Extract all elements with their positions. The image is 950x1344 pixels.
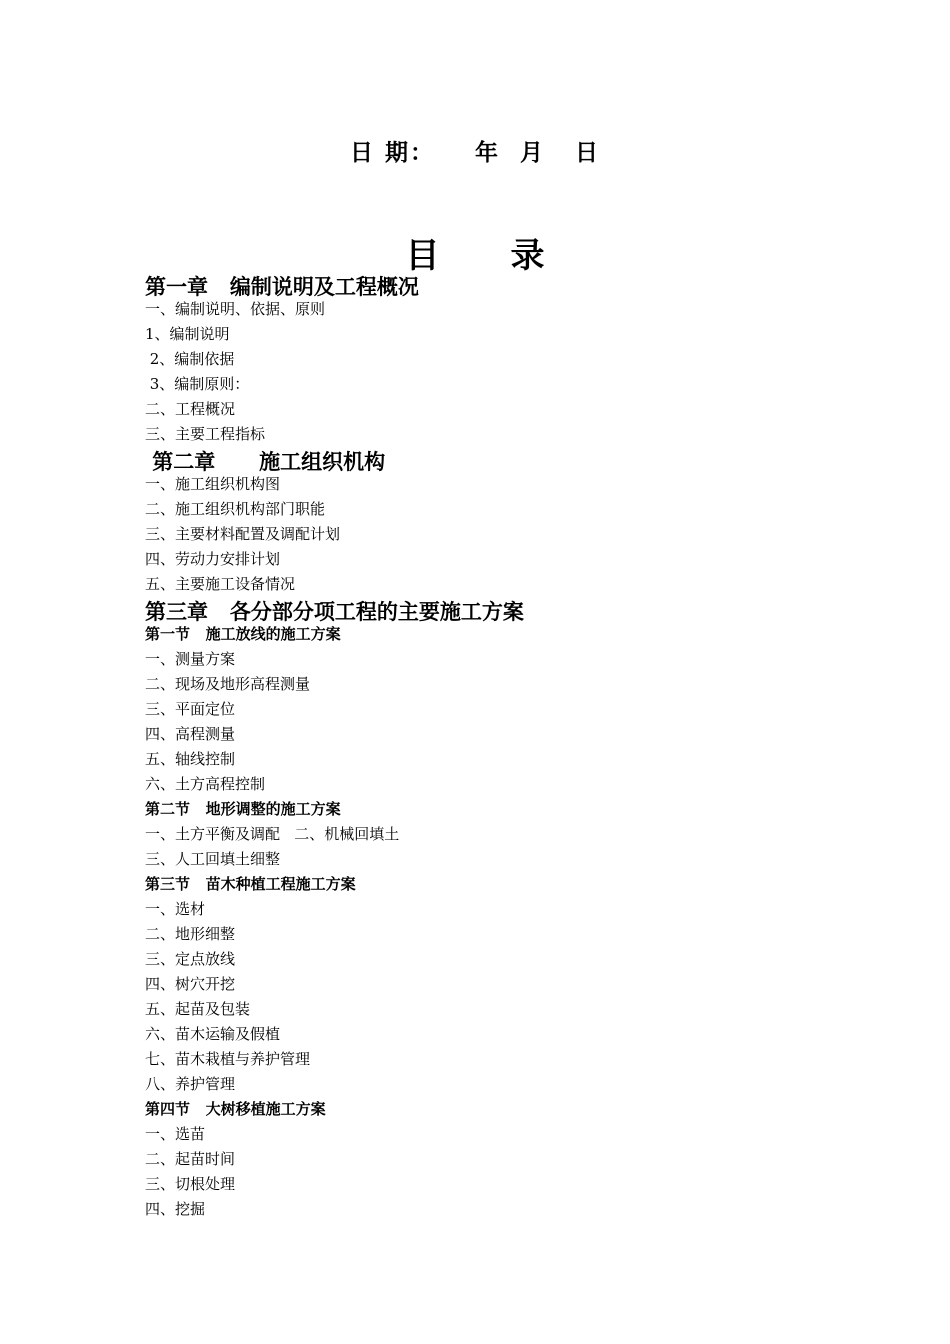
table-of-contents	[145, 272, 845, 1222]
toc-item: 三、切根处理	[145, 1175, 236, 1193]
toc-item: 一、选苗	[145, 1125, 206, 1143]
toc-section: 第三节 苗木种植工程施工方案	[145, 875, 356, 893]
toc-item: 二、工程概况	[145, 400, 236, 418]
toc-item: 六、苗木运输及假植	[145, 1025, 281, 1043]
toc-title: 目 录	[405, 236, 545, 276]
toc-item: 七、苗木栽植与养护管理	[145, 1050, 311, 1068]
toc-item: 一、选材	[145, 900, 206, 918]
toc-item: 一、测量方案	[145, 650, 236, 668]
toc-item: 四、树穴开挖	[145, 975, 236, 993]
date-line: 日 期： 年 月 日	[349, 139, 601, 166]
toc-item: 三、主要工程指标	[145, 425, 266, 443]
toc-chapter: 第三章 各分部分项工程的主要施工方案	[145, 599, 524, 624]
toc-item: 四、劳动力安排计划	[145, 550, 281, 568]
toc-chapter: 第二章 施工组织机构	[145, 449, 386, 474]
toc-section: 第二节 地形调整的施工方案	[145, 800, 341, 818]
toc-section: 第一节 施工放线的施工方案	[145, 625, 341, 643]
toc-item: 二、起苗时间	[145, 1150, 236, 1168]
toc-item: 一、编制说明、依据、原则	[145, 300, 326, 318]
toc-item: 2、编制依据	[145, 350, 235, 368]
toc-item: 二、地形细整	[145, 925, 236, 943]
toc-item: 一、施工组织机构图	[145, 475, 281, 493]
toc-item: 四、高程测量	[145, 725, 236, 743]
toc-item: 三、定点放线	[145, 950, 236, 968]
toc-item: 二、施工组织机构部门职能	[145, 500, 326, 518]
toc-chapter: 第一章 编制说明及工程概况	[145, 274, 419, 299]
toc-item: 1、编制说明	[145, 325, 230, 343]
toc-item: 三、主要材料配置及调配计划	[145, 525, 341, 543]
toc-item: 八、养护管理	[145, 1075, 236, 1093]
toc-item: 五、起苗及包装	[145, 1000, 251, 1018]
toc-item: 三、人工回填土细整	[145, 850, 281, 868]
toc-item: 3、编制原则：	[145, 375, 250, 393]
toc-item: 四、挖掘	[145, 1200, 206, 1218]
toc-item: 五、轴线控制	[145, 750, 236, 768]
toc-section: 第四节 大树移植施工方案	[145, 1100, 326, 1118]
toc-item: 三、平面定位	[145, 700, 236, 718]
toc-item: 五、主要施工设备情况	[145, 575, 296, 593]
toc-item: 一、土方平衡及调配 二、机械回填土	[145, 825, 400, 843]
toc-item: 二、现场及地形高程测量	[145, 675, 311, 693]
toc-item: 六、土方高程控制	[145, 775, 266, 793]
